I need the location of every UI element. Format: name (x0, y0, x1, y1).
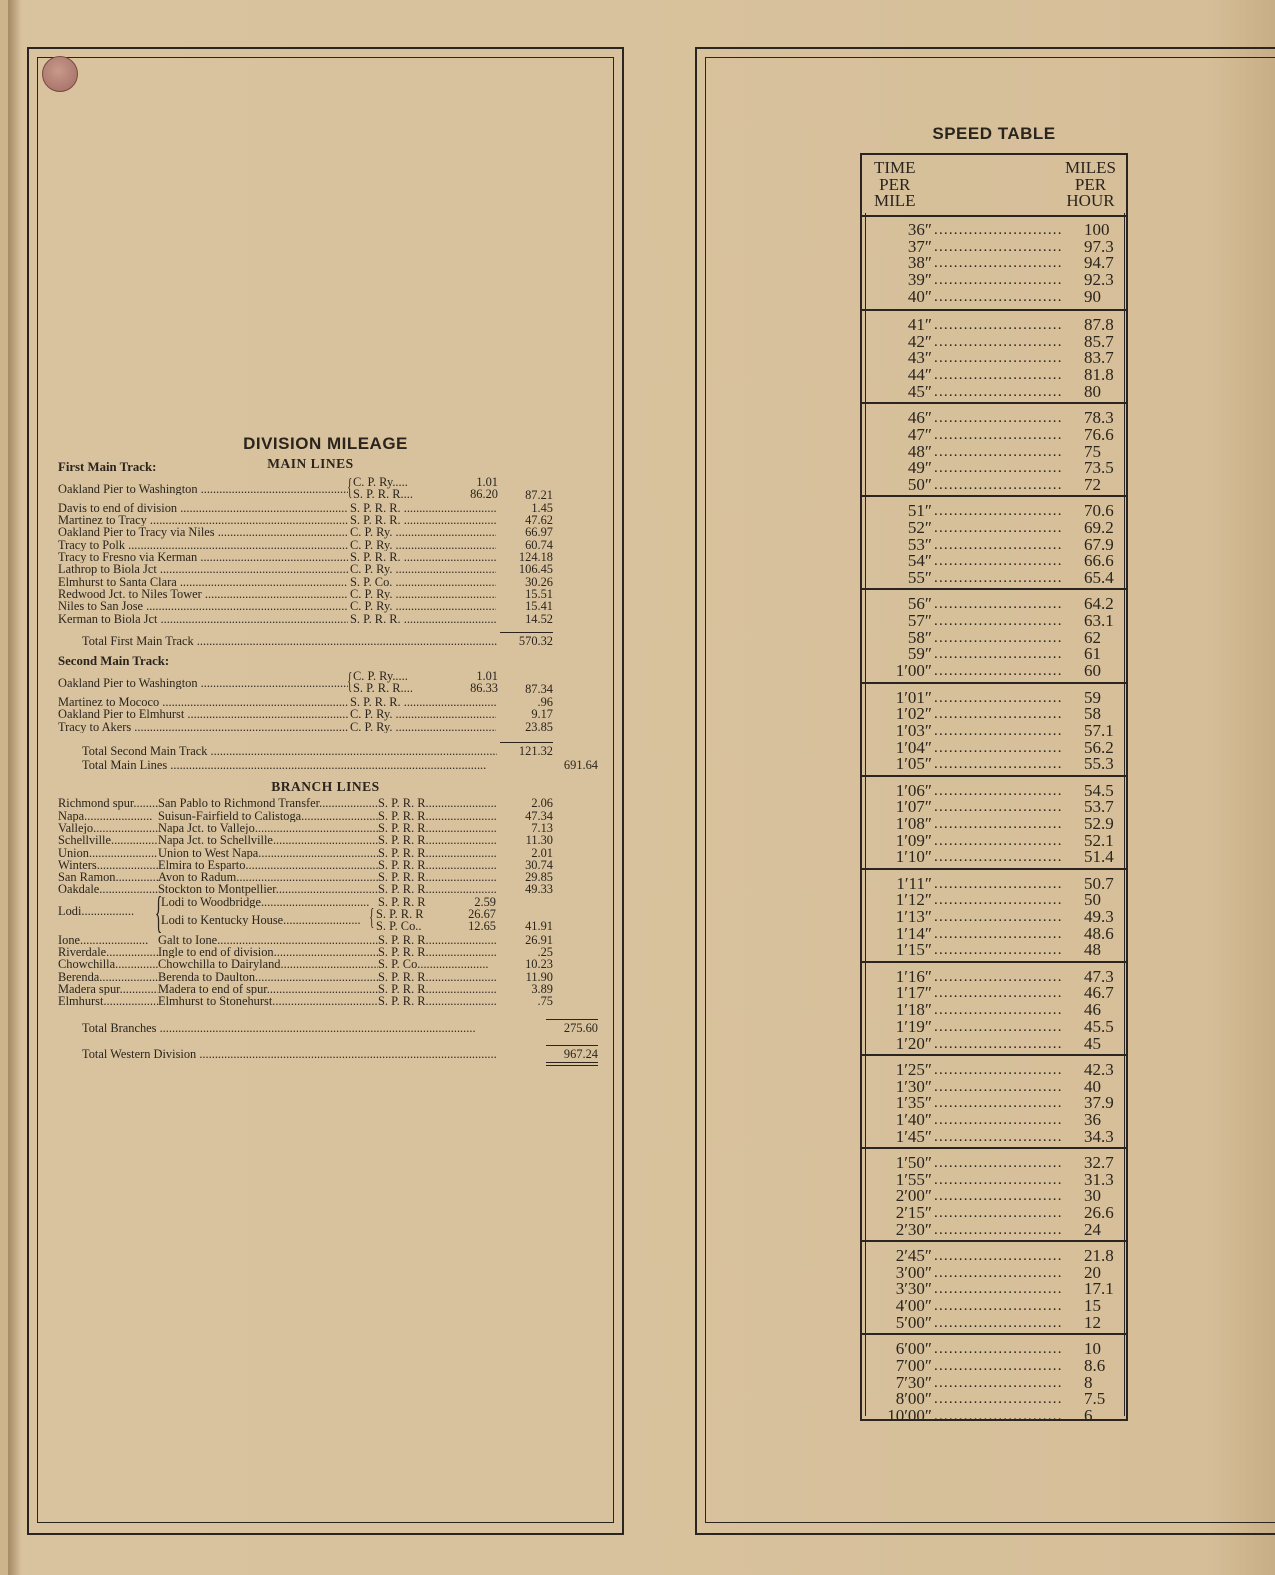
speed-row: 1′11″ ..... 50.7 (862, 876, 1126, 893)
speed-row: 1′45″ ..... 34.3 (862, 1129, 1126, 1146)
speed-row: 1′02″ ..... 58 (862, 706, 1126, 723)
speed-row: 53″ ..... 67.9 (862, 537, 1126, 554)
speed-row: 10′00″ ..... 6 (862, 1408, 1126, 1425)
speed-row: 1′05″ ..... 55.3 (862, 756, 1126, 773)
speed-row: 7′00″ ..... 8.6 (862, 1358, 1126, 1375)
speed-row: 42″ ..... 85.7 (862, 334, 1126, 351)
speed-row: 1′08″ ..... 52.9 (862, 816, 1126, 833)
branch-row: Vallejo ..... Napa Jct. to Vallejo ..... S. P. R. R. ..... 7.13 (58, 822, 603, 834)
speed-row: 2′15″ ..... 26.6 (862, 1205, 1126, 1222)
speed-row: 7′30″ ..... 8 (862, 1375, 1126, 1392)
speed-row: 37″ ..... 97.3 (862, 239, 1126, 256)
speed-row: 38″ ..... 94.7 (862, 255, 1126, 272)
speed-row: 1′12″ ..... 50 (862, 892, 1126, 909)
speed-row: 45″ ..... 80 (862, 384, 1126, 401)
speed-row: 55″ ..... 65.4 (862, 570, 1126, 587)
speed-table-header (862, 155, 1126, 217)
speed-row: 1′03″ ..... 57.1 (862, 723, 1126, 740)
mileage-row: Davis to end of division ..... S. P. R. R. ..... 1.45 (58, 502, 603, 514)
speed-row: 1′00″ ..... 60 (862, 663, 1126, 680)
mileage-row: Oakland Pier to Tracy via Niles ..... C. P. Ry. ..... 66.97 (58, 526, 603, 538)
speed-row: 1′09″ ..... 52.1 (862, 833, 1126, 850)
speed-row: 2′45″ ..... 21.8 (862, 1248, 1126, 1265)
speed-row: 43″ ..... 83.7 (862, 350, 1126, 367)
mileage-row: Redwood Jct. to Niles Tower ..... C. P. Ry. ..... 15.51 (58, 588, 603, 600)
speed-row: 52″ ..... 69.2 (862, 520, 1126, 537)
speed-row: 1′50″ ..... 32.7 (862, 1155, 1126, 1172)
branch-lines-heading: BRANCH LINES (271, 779, 380, 795)
main-lines-heading: MAIN LINES (267, 456, 354, 472)
mileage-row: Lathrop to Biola Jct ..... C. P. Ry. ..... 106.45 (58, 563, 603, 575)
time-per-mile-header: TIME PER MILE (874, 158, 916, 210)
speed-row: 1′04″ ..... 56.2 (862, 740, 1126, 757)
speed-row: 1′13″ ..... 49.3 (862, 909, 1126, 926)
branch-row: Schellville ..... Napa Jct. to Schellville ..... S. P. R. R. ..... 11.30 (58, 834, 603, 846)
speed-group (862, 1333, 1126, 1426)
total-western-division: Total Western Division ..... 967.24 (58, 1048, 603, 1068)
first-main-track-heading: First Main Track: (58, 459, 157, 474)
branch-row: Riverdale ..... Ingle to end of division ..... S. P. R. R. ..... .25 (58, 946, 603, 958)
speed-row: 1′14″ ..... 48.6 (862, 926, 1126, 943)
branch-row: Chowchilla ..... Chowchilla to Dairyland ..... S. P. Co. ..... 10.23 (58, 958, 603, 970)
speed-row: 6′00″ ..... 10 (862, 1341, 1126, 1358)
speed-group (862, 216, 1126, 309)
branch-rows-a (58, 797, 603, 895)
mileage-row: Martinez to Mococo ..... S. P. R. R. ..... .96 (58, 696, 603, 708)
speed-row: 1′07″ ..... 53.7 (862, 799, 1126, 816)
mileage-row: Kerman to Biola Jct ..... S. P. R. R. ..... 14.52 (58, 613, 603, 625)
speed-row: 51″ ..... 70.6 (862, 503, 1126, 520)
speed-group (862, 495, 1126, 588)
branch-row: Elmhurst ..... Elmhurst to Stonehurst ..... S. P. R. R. ..... .75 (58, 995, 603, 1007)
speed-row: 50″ ..... 72 (862, 477, 1126, 494)
branch-row-lodi: Lodi ..... { Lodi to Woodbridge ..... S. P. R. R 2.59 Lodi to Kentucky House ..... { S. P. R. R 26.67 S. P. Co.. 12.65 41.91 (58, 896, 603, 934)
speed-row: 2′30″ ..... 24 (862, 1222, 1126, 1239)
speed-row: 40″ ..... 90 (862, 289, 1126, 306)
speed-group (862, 1240, 1126, 1333)
mileage-row: Tracy to Polk ..... C. P. Ry. ..... 60.74 (58, 539, 603, 551)
first-oakland-row: Oakland Pier to Washington ..... { C. P. Ry..... 1.01 S. P. R. R.... 86.20 87.21 (58, 476, 603, 502)
miles-per-hour-header: MILES PER HOUR (1065, 158, 1116, 210)
speed-row: 1′01″ ..... 59 (862, 690, 1126, 707)
speed-row: 8′00″ ..... 7.5 (862, 1391, 1126, 1408)
speed-row: 56″ ..... 64.2 (862, 596, 1126, 613)
branch-row: Berenda ..... Berenda to Daulton ..... S. P. R. R. ..... 11.90 (58, 971, 603, 983)
speed-row: 1′25″ ..... 42.3 (862, 1062, 1126, 1079)
speed-row: 36″ ..... 100 (862, 222, 1126, 239)
speed-group (862, 402, 1126, 495)
branch-row: Madera spur. ..... Madera to end of spur ..... S. P. R. R. ..... 3.89 (58, 983, 603, 995)
speed-group (862, 775, 1126, 868)
speed-row: 47″ ..... 76.6 (862, 427, 1126, 444)
total-second-main-track: Total Second Main Track ..... 121.32 (58, 745, 603, 759)
speed-group (862, 961, 1126, 1054)
mileage-row: Oakland Pier to Elmhurst ..... C. P. Ry. ..... 9.17 (58, 708, 603, 720)
speed-row: 5′00″ ..... 12 (862, 1315, 1126, 1332)
speed-row: 1′10″ ..... 51.4 (862, 849, 1126, 866)
mileage-row: Martinez to Tracy ..... S. P. R. R. ..... 47.62 (58, 514, 603, 526)
speed-group (862, 309, 1126, 402)
speed-row: 2′00″ ..... 30 (862, 1188, 1126, 1205)
total-first-main-track: Total First Main Track ..... 570.32 (58, 635, 603, 649)
division-mileage (58, 434, 603, 1068)
speed-row: 1′55″ ..... 31.3 (862, 1172, 1126, 1189)
speed-row: 1′35″ ..... 37.9 (862, 1095, 1126, 1112)
speed-group (862, 682, 1126, 775)
speed-row: 58″ ..... 62 (862, 630, 1126, 647)
speed-row: 59″ ..... 61 (862, 646, 1126, 663)
speed-row: 1′30″ ..... 40 (862, 1079, 1126, 1096)
second-main-track-heading: Second Main Track: (58, 653, 170, 668)
speed-row: 3′00″ ..... 20 (862, 1265, 1126, 1282)
speed-row: 41″ ..... 87.8 (862, 317, 1126, 334)
speed-group (862, 588, 1126, 681)
mileage-row: Elmhurst to Santa Clara ..... S. P. Co. ..... 30.26 (58, 576, 603, 588)
branch-row: Richmond spur. ..... San Pablo to Richmond Transfer. ..... S. P. R. R. ..... 2.06 (58, 797, 603, 809)
branch-row: Ione ..... Galt to Ione ..... S. P. R. R. ..... 26.91 (58, 934, 603, 946)
speed-row: 1′40″ ..... 36 (862, 1112, 1126, 1129)
speed-table (860, 153, 1128, 1425)
second-oakland-row: Oakland Pier to Washington ..... { C. P. Ry..... 1.01 S. P. R. R.... 86.33 87.34 (58, 670, 603, 696)
speed-row: 39″ ..... 92.3 (862, 272, 1126, 289)
branch-row: Union ..... Union to West Napa ..... S. P. R. R. ..... 2.01 (58, 847, 603, 859)
speed-row: 44″ ..... 81.8 (862, 367, 1126, 384)
speed-row: 54″ ..... 66.6 (862, 553, 1126, 570)
speed-row: 4′00″ ..... 15 (862, 1298, 1126, 1315)
branch-row: Oakdale ..... Stockton to Montpellier ..... S. P. R. R. ..... 49.33 (58, 883, 603, 895)
speed-row: 1′16″ ..... 47.3 (862, 969, 1126, 986)
speed-row: 57″ ..... 63.1 (862, 613, 1126, 630)
speed-row: 1′20″ ..... 45 (862, 1036, 1126, 1053)
speed-group (862, 1147, 1126, 1240)
speed-row: 1′18″ ..... 46 (862, 1002, 1126, 1019)
speed-row: 1′17″ ..... 46.7 (862, 985, 1126, 1002)
branch-rows-b (58, 934, 603, 1008)
branch-row: Napa ..... Suisun-Fairfield to Calistoga ..... S. P. R. R. ..... 47.34 (58, 810, 603, 822)
total-branches: Total Branches ..... 275.60 (58, 1022, 603, 1036)
punch-hole (42, 56, 78, 92)
speed-row: 1′19″ ..... 45.5 (862, 1019, 1126, 1036)
speed-group (862, 1054, 1126, 1147)
speed-row: 3′30″ ..... 17.1 (862, 1281, 1126, 1298)
speed-row: 48″ ..... 75 (862, 444, 1126, 461)
speed-row: 1′06″ ..... 54.5 (862, 783, 1126, 800)
first-main-track-rows (58, 502, 603, 625)
speed-row: 1′15″ ..... 48 (862, 942, 1126, 959)
speed-row: 46″ ..... 78.3 (862, 410, 1126, 427)
branch-row: San Ramon ..... Avon to Radum ..... S. P. R. R. ..... 29.85 (58, 871, 603, 883)
speed-table-title: SPEED TABLE (932, 124, 1056, 143)
branch-row: Winters ..... Elmira to Esparto ..... S. P. R. R. ..... 30.74 (58, 859, 603, 871)
speed-row: 49″ ..... 73.5 (862, 460, 1126, 477)
mileage-row: Niles to San Jose ..... C. P. Ry. ..... 15.41 (58, 600, 603, 612)
division-mileage-title: DIVISION MILEAGE (243, 434, 408, 453)
total-main-lines: Total Main Lines ..... 691.64 (58, 759, 603, 773)
speed-group (862, 868, 1126, 961)
mileage-row: Tracy to Akers ..... C. P. Ry. ..... 23.85 (58, 721, 603, 733)
mileage-row: Tracy to Fresno via Kerman ..... S. P. R. R. ..... 124.18 (58, 551, 603, 563)
second-main-track-rows (58, 696, 603, 733)
